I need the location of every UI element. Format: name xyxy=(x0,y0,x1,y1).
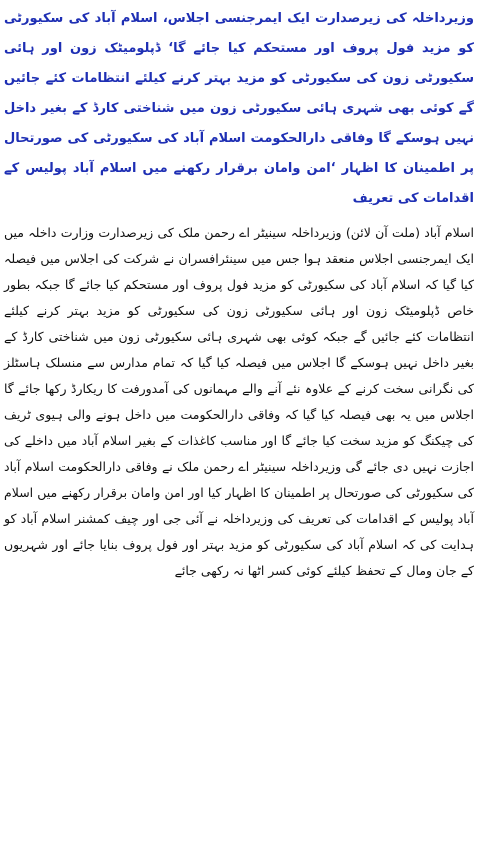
article-headline: وزیرداخلہ کی زیرصدارت ایک ایمرجنسی اجلاس، اسلام آباد کی سکیورٹی کو مزید فول پروف اور مستحکم کیا جائے گا‘ ڈپلومیٹک زون اور ہائی سکیورٹی زون کی سکیورٹی کو مزید بہتر کرنے کیلئے انتظامات کئے جائیں گے کوئی بھی شہری ہائی سکیورٹی زون میں شناختی کارڈ کے بغیر داخل نہیں ہوسکے گا وفاقی دارالحکومت اسلام آباد کی سکیورٹی کی صورتحال پر اطمینان کا اظہار ‘امن وامان برقرار رکھنے میں اسلام آباد پولیس کے اقدامات کی تعریف xyxy=(4,11,474,206)
article-body: اسلام آباد (ملت آن لائن) وزیرداخلہ سینیٹر اے رحمن ملک کی زیرصدارت وزارت داخلہ میں ایک ایمرجنسی اجلاس منعقد ہوا جس میں سینئرافسران نے شرکت کی اجلاس میں فیصلہ کیا گیا کہ اسلام آباد کی سکیورٹی کو مزید فول پروف اور مستحکم کیا جائے گا جبکہ بطور خاص ڈپلومیٹک زون اور ہائی سکیورٹی زون کی سکیورٹی کو مزید بہتر کرنے کیلئے انتظامات کئے جائیں گے جبکہ کوئی بھی شہری ہائی سکیورٹی زون میں شناختی کارڈ کے بغیر داخل نہیں ہوسکے گا اجلاس میں فیصلہ کیا گیا کہ تمام مدارس سے منسلک ہاسٹلز کی نگرانی سخت کرنے کے علاوہ نئے آنے والے مہمانوں کی آمدورفت کا ریکارڈ رکھا جائے گا اجلاس میں یہ بھی فیصلہ کیا گیا کہ وفاقی دارالحکومت میں داخل ہونے والی ہیوی ٹریف کی چیکنگ کو مزید سخت کیا جائے گا اور مناسب کاغذات کے بغیر اسلام آباد میں داخلے کی اجازت نہیں دی جائے گی وزیرداخلہ سینیٹر اے رحمن ملک نے وفاقی دارالحکومت اسلام آباد کی سکیورٹی کی صورتحال پر اطمینان کا اظہار کیا اور امن وامان برقرار رکھنے میں اسلام آباد پولیس کے اقدامات کی تعریف کی وزیرداخلہ نے آئی جی اور چیف کمشنر اسلام آباد کو ہدایت کی کہ اسلام آباد کی سکیورٹی کو مزید بہتر اور فول پروف بنایا جائے اور شہریوں کے جان ومال کے تحفظ کیلئے کوئی کسر اٹھا نہ رکھی جائے xyxy=(4,225,474,578)
